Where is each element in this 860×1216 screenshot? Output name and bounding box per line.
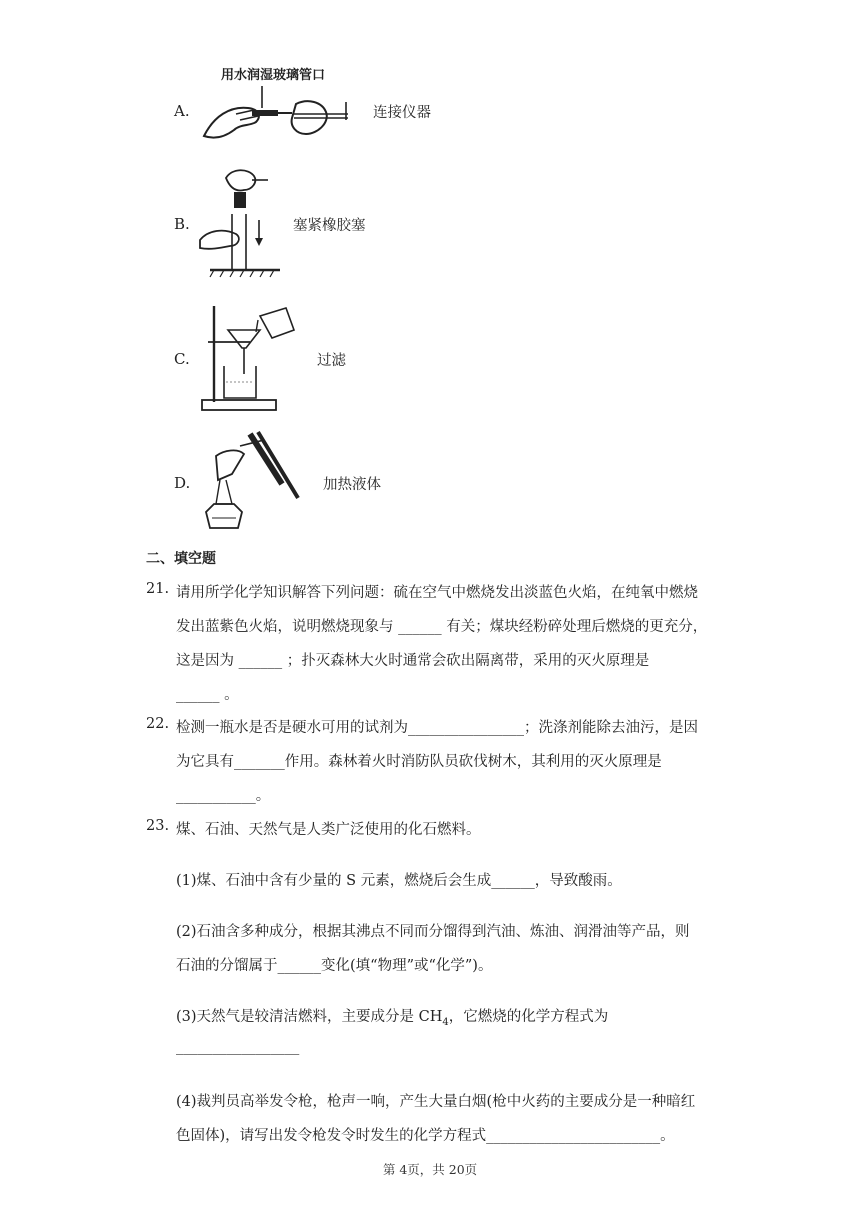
question-23-part-4-line-1: (4)裁判员高举发令枪，枪声一响，产生大量白烟(枪中火药的主要成分是一种暗红 (176, 1094, 696, 1110)
question-22-line-3: ___________。 (176, 788, 271, 804)
question-23-part-2-line-1: (2)石油含多种成分，根据其沸点不同而分馏得到汽油、炼油、润滑油等产品，则 (176, 924, 690, 940)
option-a-figure (196, 64, 356, 154)
option-a-letter: A. (174, 102, 190, 120)
ch4-subscript: 4 (442, 1016, 449, 1028)
part-3-text-before: (3)天然气是较清洁燃料，主要成分是 CH (176, 1009, 443, 1025)
option-c-label: 过滤 (317, 353, 346, 369)
page-footer: 第 4页，共 20页 (382, 1162, 478, 1177)
part-3-text-after: ，它燃烧的化学方程式为 (448, 1009, 609, 1025)
question-23-part-1: (1)煤、石油中含有少量的 S 元素，燃烧后会生成______，导致酸雨。 (176, 873, 622, 889)
question-23-part-4-line-2: 色固体)，请写出发令枪发令时发生的化学方程式________________________。 (176, 1128, 675, 1144)
option-d-figure (198, 428, 308, 536)
question-21-line-4: ______ 。 (176, 687, 239, 703)
question-21-line-1: 请用所学化学知识解答下列问题：硫在空气中燃烧发出淡蓝色火焰，在纯氧中燃烧 (176, 585, 698, 601)
question-21-line-2: 发出蓝紫色火焰，说明燃烧现象与 ______ 有关；煤块经粉碎处理后燃烧的更充分， (176, 619, 708, 635)
question-23-part-3-line-1 (176, 1005, 608, 1028)
question-21-number: 21. (146, 581, 170, 597)
section-title: 二、填空题 (146, 551, 216, 567)
question-21-line-3: 这是因为 ______ ；扑灭森林大火时通常会砍出隔离带，采用的灭火原理是 (176, 653, 650, 669)
connect-tubes-illustration (196, 64, 356, 154)
option-d-letter: D. (174, 474, 191, 492)
question-23-part-2-line-2: 石油的分馏属于______变化(填“物理”或“化学”)。 (176, 958, 493, 974)
option-c-figure (198, 300, 302, 414)
filtration-illustration (198, 300, 302, 414)
heating-liquid-illustration (198, 428, 308, 536)
question-22-line-1: 检测一瓶水是否是硬水可用的试剂为________________；洗涤剂能除去油污，是因 (176, 720, 698, 736)
question-22-number: 22. (146, 716, 170, 732)
question-23-number: 23. (146, 818, 170, 834)
stopper-illustration (196, 164, 286, 282)
option-a-label: 连接仪器 (373, 105, 431, 121)
option-b-letter: B. (174, 215, 190, 233)
figure-caption: 用水润湿玻璃管口 (221, 68, 326, 83)
option-c-letter: C. (174, 350, 190, 368)
option-b-figure (196, 164, 286, 282)
question-23-part-3-blank: _________________ (176, 1039, 300, 1055)
option-d-label: 加热液体 (323, 477, 381, 493)
option-b-label: 塞紧橡胶塞 (293, 218, 366, 234)
question-22-line-2: 为它具有_______作用。森林着火时消防队员砍伐树木，其利用的灭火原理是 (176, 754, 662, 770)
question-23-stem: 煤、石油、天然气是人类广泛使用的化石燃料。 (176, 822, 481, 838)
